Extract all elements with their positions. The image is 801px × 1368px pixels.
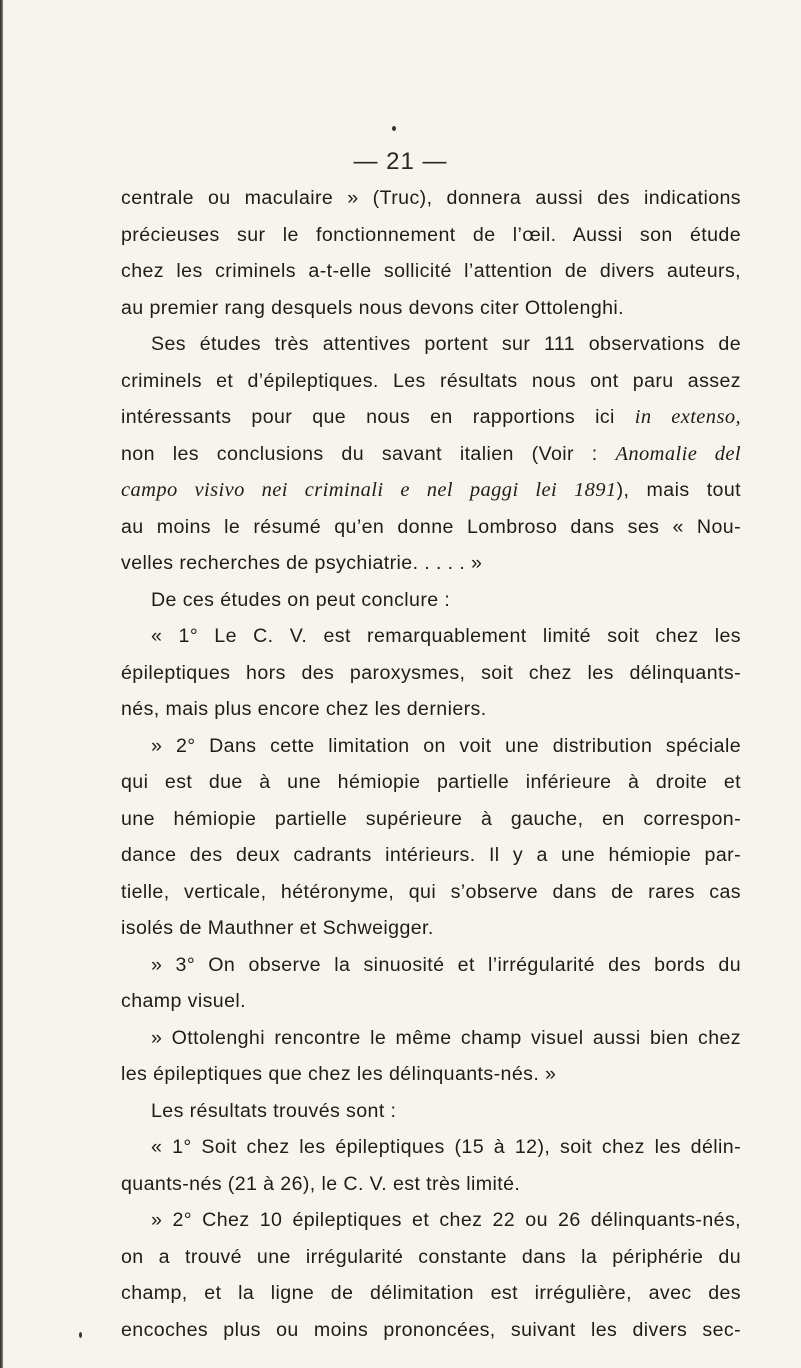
text-line [121, 691, 741, 728]
text-line [121, 363, 741, 400]
text-run: on a trouvé une irrégularité constante dans la périphérie du [121, 1245, 741, 1268]
text-line [121, 947, 741, 984]
text-run: « 1° Soit chez les épileptiques (15 à 12), soit chez les délin- [151, 1136, 741, 1158]
text-run: non les conclusions du savant italien (Voir : [121, 442, 616, 465]
text-line [121, 472, 741, 509]
text-run: centrale ou maculaire » (Truc), donnera aussi des indications [121, 187, 741, 209]
page-edge-shadow [0, 0, 3, 1368]
text-run: « 1° Le C. V. est remarquablement limité soit chez les [151, 625, 741, 647]
text-line [121, 290, 741, 327]
text-run: tielle, verticale, hétéronyme, qui s’observe dans de rares cas [121, 880, 741, 903]
text-run: intéressants pour que nous en rapportions ici [121, 406, 635, 428]
text-line [121, 1202, 741, 1239]
text-run: Ses études très attentives portent sur 111 observations de [151, 333, 741, 355]
text-line [121, 837, 741, 874]
italic-text: campo visivo nei criminali e nel paggi lei 1891 [121, 479, 617, 501]
text-line [121, 910, 741, 947]
text-line [121, 582, 741, 619]
ink-speck [392, 126, 396, 131]
text-line [121, 764, 741, 801]
text-line [121, 618, 741, 655]
text-line [121, 1166, 741, 1203]
text-line [121, 545, 741, 582]
text-run: dance des deux cadrants intérieurs. Il y a une hémiopie par- [121, 844, 741, 866]
italic-text: Anomalie del [615, 442, 741, 465]
text-run: » 2° Chez 10 épileptiques et chez 22 ou 26 délinquants-nés, [151, 1209, 741, 1231]
text-line [121, 1129, 741, 1166]
text-run: criminels et d’épileptiques. Les résultats nous ont paru assez [121, 369, 741, 392]
page-number: — 21 — [353, 148, 448, 175]
text-line [121, 1020, 741, 1057]
text-run: ), mais tout [616, 479, 741, 501]
text-line [121, 1275, 741, 1312]
text-line [121, 801, 741, 838]
ink-speck [79, 1332, 82, 1338]
text-line [121, 655, 741, 692]
text-run: isolés de Mauthner et Schweigger. [121, 917, 434, 939]
text-line [121, 253, 741, 290]
text-run: qui est due à une hémiopie partielle inférieure à droite et [121, 771, 741, 793]
text-run: épileptiques hors des paroxysmes, soit chez les délinquants- [121, 661, 741, 684]
text-run: Les résultats trouvés sont : [151, 1099, 397, 1122]
text-line [121, 436, 741, 473]
text-run: encoches plus ou moins prononcées, suivant les divers sec- [121, 1318, 741, 1341]
text-line [121, 180, 741, 217]
text-run: les épileptiques que chez les délinquants-nés. » [121, 1063, 557, 1085]
text-run: » 3° On observe la sinuosité et l’irrégularité des bords du [151, 953, 741, 976]
text-run: » Ottolenghi rencontre le même champ visuel aussi bien chez [151, 1026, 741, 1049]
text-line [121, 1093, 741, 1130]
text-line [121, 217, 741, 254]
text-run: champ, et la ligne de délimitation est irrégulière, avec des [121, 1282, 741, 1304]
text-line [121, 509, 741, 546]
text-line [121, 399, 741, 436]
text-run: De ces études on peut conclure : [151, 588, 451, 611]
text-run: au moins le résumé qu’en donne Lombroso dans ses « Nou- [121, 515, 741, 538]
text-run: une hémiopie partielle supérieure à gauche, en correspon- [121, 807, 741, 830]
text-run: nés, mais plus encore chez les derniers. [121, 698, 487, 720]
text-line [121, 1239, 741, 1276]
text-run: » 2° Dans cette limitation on voit une distribution spéciale [151, 734, 741, 757]
text-line [121, 1312, 741, 1349]
text-line [121, 874, 741, 911]
text-run: au premier rang desquels nous devons citer Ottolenghi. [121, 296, 625, 319]
text-run: velles recherches de psychiatrie. . . . . » [121, 552, 483, 574]
text-line [121, 1056, 741, 1093]
text-run: précieuses sur le fonctionnement de l’œil. Aussi son étude [121, 223, 741, 246]
text-line [121, 728, 741, 765]
text-run: champ visuel. [121, 990, 246, 1012]
text-line [121, 983, 741, 1020]
text-run: chez les criminels a-t-elle sollicité l’attention de divers auteurs, [121, 260, 741, 282]
italic-text: in extenso, [634, 406, 741, 428]
body-text [121, 180, 741, 1348]
text-line [121, 326, 741, 363]
text-run: quants-nés (21 à 26), le C. V. est très limité. [121, 1172, 521, 1195]
